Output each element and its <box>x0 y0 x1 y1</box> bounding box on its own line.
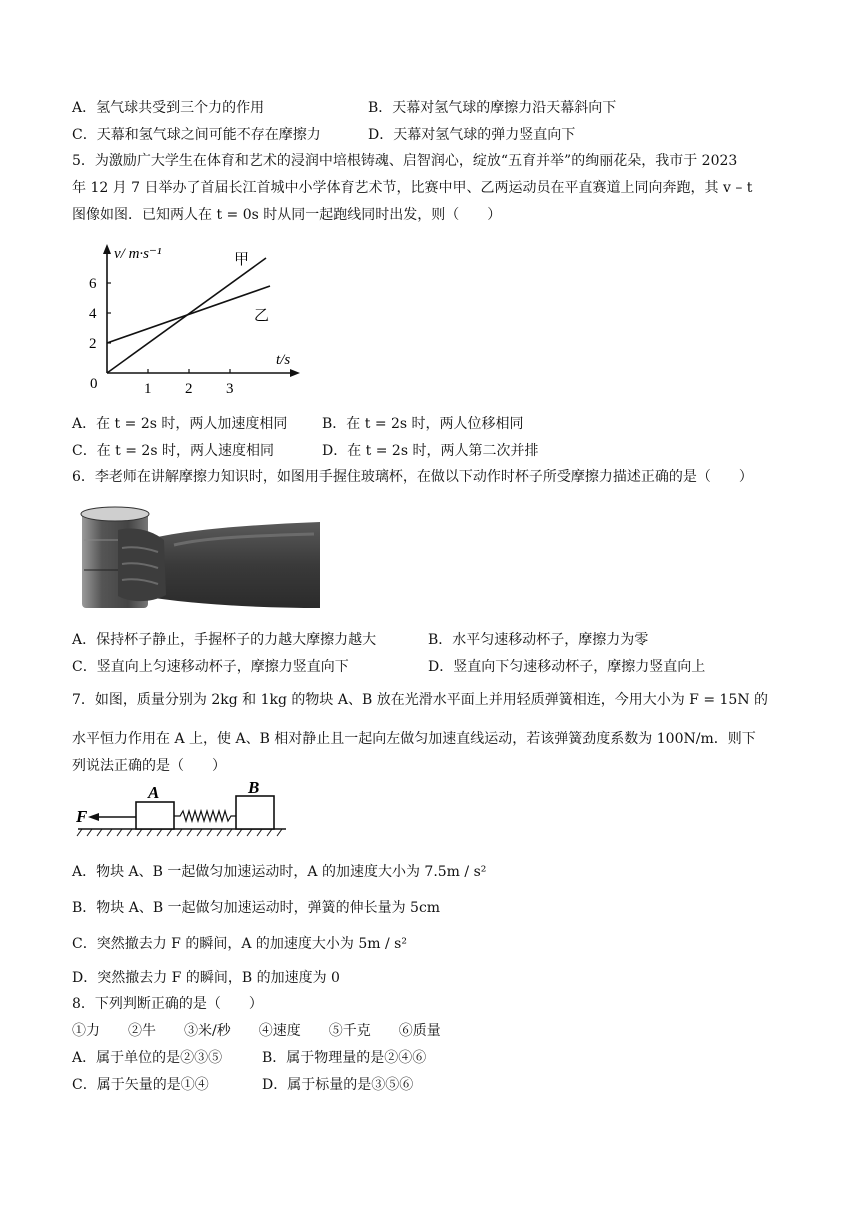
q7-stem-line2: 水平恒力作用在 A 上，使 A、B 相对静止且一起向左做匀加速直线运动，若该弹簧劲度系数为 100N/m．则下 <box>72 731 756 747</box>
q6-stem: 6．李老师在讲解摩擦力知识时，如图用手握住玻璃杯，在做以下动作时杯子所受摩擦力描述正确的是（ ） <box>72 469 753 485</box>
series-yi-line <box>107 286 270 343</box>
q8-option-c: C．属于矢量的是①④ <box>72 1077 209 1093</box>
q5-option-c: C．在 t = 2s 时，两人速度相同 <box>72 443 274 459</box>
q6-option-a: A．保持杯子静止，手握杯子的力越大摩擦力越大 <box>72 632 377 648</box>
q5-stem-line3: 图像如图．已知两人在 t = 0s 时从同一起跑线同时出发，则（ ） <box>72 207 502 223</box>
q5-option-a: A．在 t = 2s 时，两人加速度相同 <box>72 416 288 432</box>
q8-option-d: D．属于标量的是③⑤⑥ <box>262 1077 414 1093</box>
q8-option-b: B．属于物理量的是②④⑥ <box>262 1050 427 1066</box>
q7-option-d: D．突然撤去力 F 的瞬间，B 的加速度为 0 <box>72 970 340 986</box>
q6-option-c: C．竖直向上匀速移动杯子，摩擦力竖直向下 <box>72 659 349 675</box>
y-tick-4: 4 <box>89 306 97 322</box>
q6-hand-holding-glass-photo <box>74 500 324 615</box>
x-tick-1: 1 <box>144 381 152 397</box>
block-b <box>236 796 274 829</box>
series-label-yi: 乙 <box>254 308 270 324</box>
y-axis-arrow <box>103 244 111 254</box>
q5-option-b: B．在 t = 2s 时，两人位移相同 <box>322 416 524 432</box>
q5-option-d: D．在 t = 2s 时，两人第二次并排 <box>322 443 539 459</box>
q8-stem: 8．下列判断正确的是（ ） <box>72 996 263 1012</box>
q7-option-c: C．突然撤去力 F 的瞬间，A 的加速度大小为 5m / s² <box>72 936 407 952</box>
q5-stem-line1: 5．为激励广大学生在体育和艺术的浸润中培根铸魂、启智润心，绽放“五育并举”的绚丽花朵，我市于 2023 <box>72 153 738 169</box>
x-axis-arrow <box>290 369 300 377</box>
y-axis-label: v/ m·s⁻¹ <box>114 246 162 262</box>
q7-blocks-spring-figure <box>74 780 294 840</box>
force-arrow-head <box>88 813 99 821</box>
block-a <box>136 802 174 829</box>
q4-option-d: D．天幕对氢气球的弹力竖直向下 <box>368 127 576 143</box>
q7-option-b: B．物块 A、B 一起做匀加速运动时，弹簧的伸长量为 5cm <box>72 900 441 916</box>
series-label-jia: 甲 <box>234 252 250 268</box>
x-axis-label: t/s <box>276 352 291 368</box>
q7-stem-line1: 7．如图，质量分别为 2kg 和 1kg 的物块 A、B 放在光滑水平面上并用轻质弹簧相连，今用大小为 F = 15N 的 <box>72 692 769 708</box>
spring <box>174 811 236 821</box>
x-tick-3: 3 <box>226 381 234 397</box>
origin-label: 0 <box>90 376 98 392</box>
q7-option-a: A．物块 A、B 一起做匀加速运动时，A 的加速度大小为 7.5m / s² <box>72 864 487 880</box>
q8-option-a: A．属于单位的是②③⑤ <box>72 1050 223 1066</box>
q4-option-a: A．氢气球共受到三个力的作用 <box>72 100 265 116</box>
label-a: A <box>148 783 160 802</box>
q5-stem-line2: 年 12 月 7 日举办了首届长江首城中小学体育艺术节，比赛中甲、乙两运动员在平直赛道上同向奔跑，其 v – t <box>72 180 753 196</box>
q7-stem-line3: 列说法正确的是（ ） <box>72 758 226 774</box>
y-tick-2: 2 <box>89 336 97 352</box>
q4-option-b: B．天幕对氢气球的摩擦力沿天幕斜向下 <box>368 100 617 116</box>
x-tick-2: 2 <box>185 381 193 397</box>
label-f: F <box>76 807 88 826</box>
q4-option-c: C．天幕和氢气球之间可能不存在摩擦力 <box>72 127 321 143</box>
q6-option-b: B．水平匀速移动杯子，摩擦力为零 <box>428 632 649 648</box>
q5-vt-graph <box>80 240 310 405</box>
q8-items: ①力 ②牛 ③米/秒 ④速度 ⑤千克 ⑥质量 <box>72 1023 441 1039</box>
q6-option-d: D．竖直向下匀速移动杯子，摩擦力竖直向上 <box>428 659 706 675</box>
label-b: B <box>248 780 260 797</box>
y-tick-6: 6 <box>89 276 97 292</box>
